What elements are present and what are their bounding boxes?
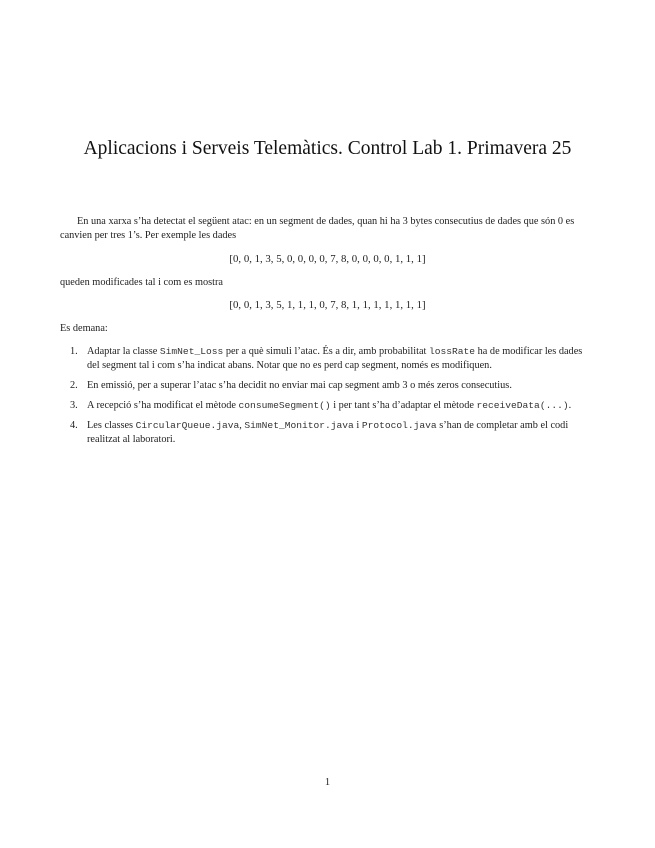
tasks-heading: Es demana: <box>60 323 108 334</box>
task-number: 3. <box>70 400 78 411</box>
code-method-name: receiveData(...) <box>476 400 569 411</box>
task-item-2 <box>70 379 595 393</box>
original-data-sequence: [0, 0, 1, 3, 5, 0, 0, 0, 0, 7, 8, 0, 0, 0, 0, 1, 1, 1] <box>229 253 426 265</box>
task-number: 2. <box>70 380 78 391</box>
intro-paragraph: En una xarxa s’ha detectat el següent atac: en un segment de dades, quan hi ha 3 bytes consecutius de dades que són 0 es canvien per tres 1’s. Per exemple les dades <box>60 216 575 241</box>
task-number: 1. <box>70 346 78 357</box>
code-file-name: SimNet_Monitor.java <box>244 420 354 431</box>
task-item-3 <box>70 399 595 413</box>
task-text: i per tant s’ha d’adaptar el mètode <box>330 400 477 411</box>
task-text: En emissió, per a superar l’atac s’ha decidit no enviar mai cap segment amb 3 o més zeros consecutius. <box>87 380 512 391</box>
task-text: A recepció s’ha modificat el mètode <box>87 400 239 411</box>
task-number: 4. <box>70 420 78 431</box>
task-text: s’han de completar amb el codi realitzat al laboratori. <box>87 420 569 445</box>
document-title: Aplicacions i Serveis Telemàtics. Control Lab 1. Primavera 25 <box>83 138 572 159</box>
task-list <box>70 345 595 453</box>
transition-text: queden modificades tal i com es mostra <box>60 277 223 288</box>
modified-data-sequence: [0, 0, 1, 3, 5, 1, 1, 1, 0, 7, 8, 1, 1, 1, 1, 1, 1, 1] <box>229 299 426 311</box>
task-text: . <box>568 400 572 411</box>
task-item-4 <box>70 419 595 447</box>
task-text: i <box>353 420 362 431</box>
task-item-1 <box>70 345 595 373</box>
page-number: 1 <box>324 777 331 788</box>
code-file-name: CircularQueue.java <box>135 420 240 431</box>
code-variable-name: lossRate <box>429 346 476 357</box>
task-text: Les classes <box>87 420 136 431</box>
task-text: Adaptar la classe <box>87 346 160 357</box>
code-file-name: Protocol.java <box>361 420 437 431</box>
code-class-name: SimNet_Loss <box>159 346 224 357</box>
task-text: ha de modificar les dades del segment tal i com s’ha indicat abans. Notar que no es perd cap segment, només es modifiquen. <box>87 346 583 371</box>
task-text: per a què simuli l’atac. És a dir, amb probabilitat <box>223 346 429 357</box>
code-method-name: consumeSegment() <box>238 400 331 411</box>
task-text: , <box>239 420 245 431</box>
